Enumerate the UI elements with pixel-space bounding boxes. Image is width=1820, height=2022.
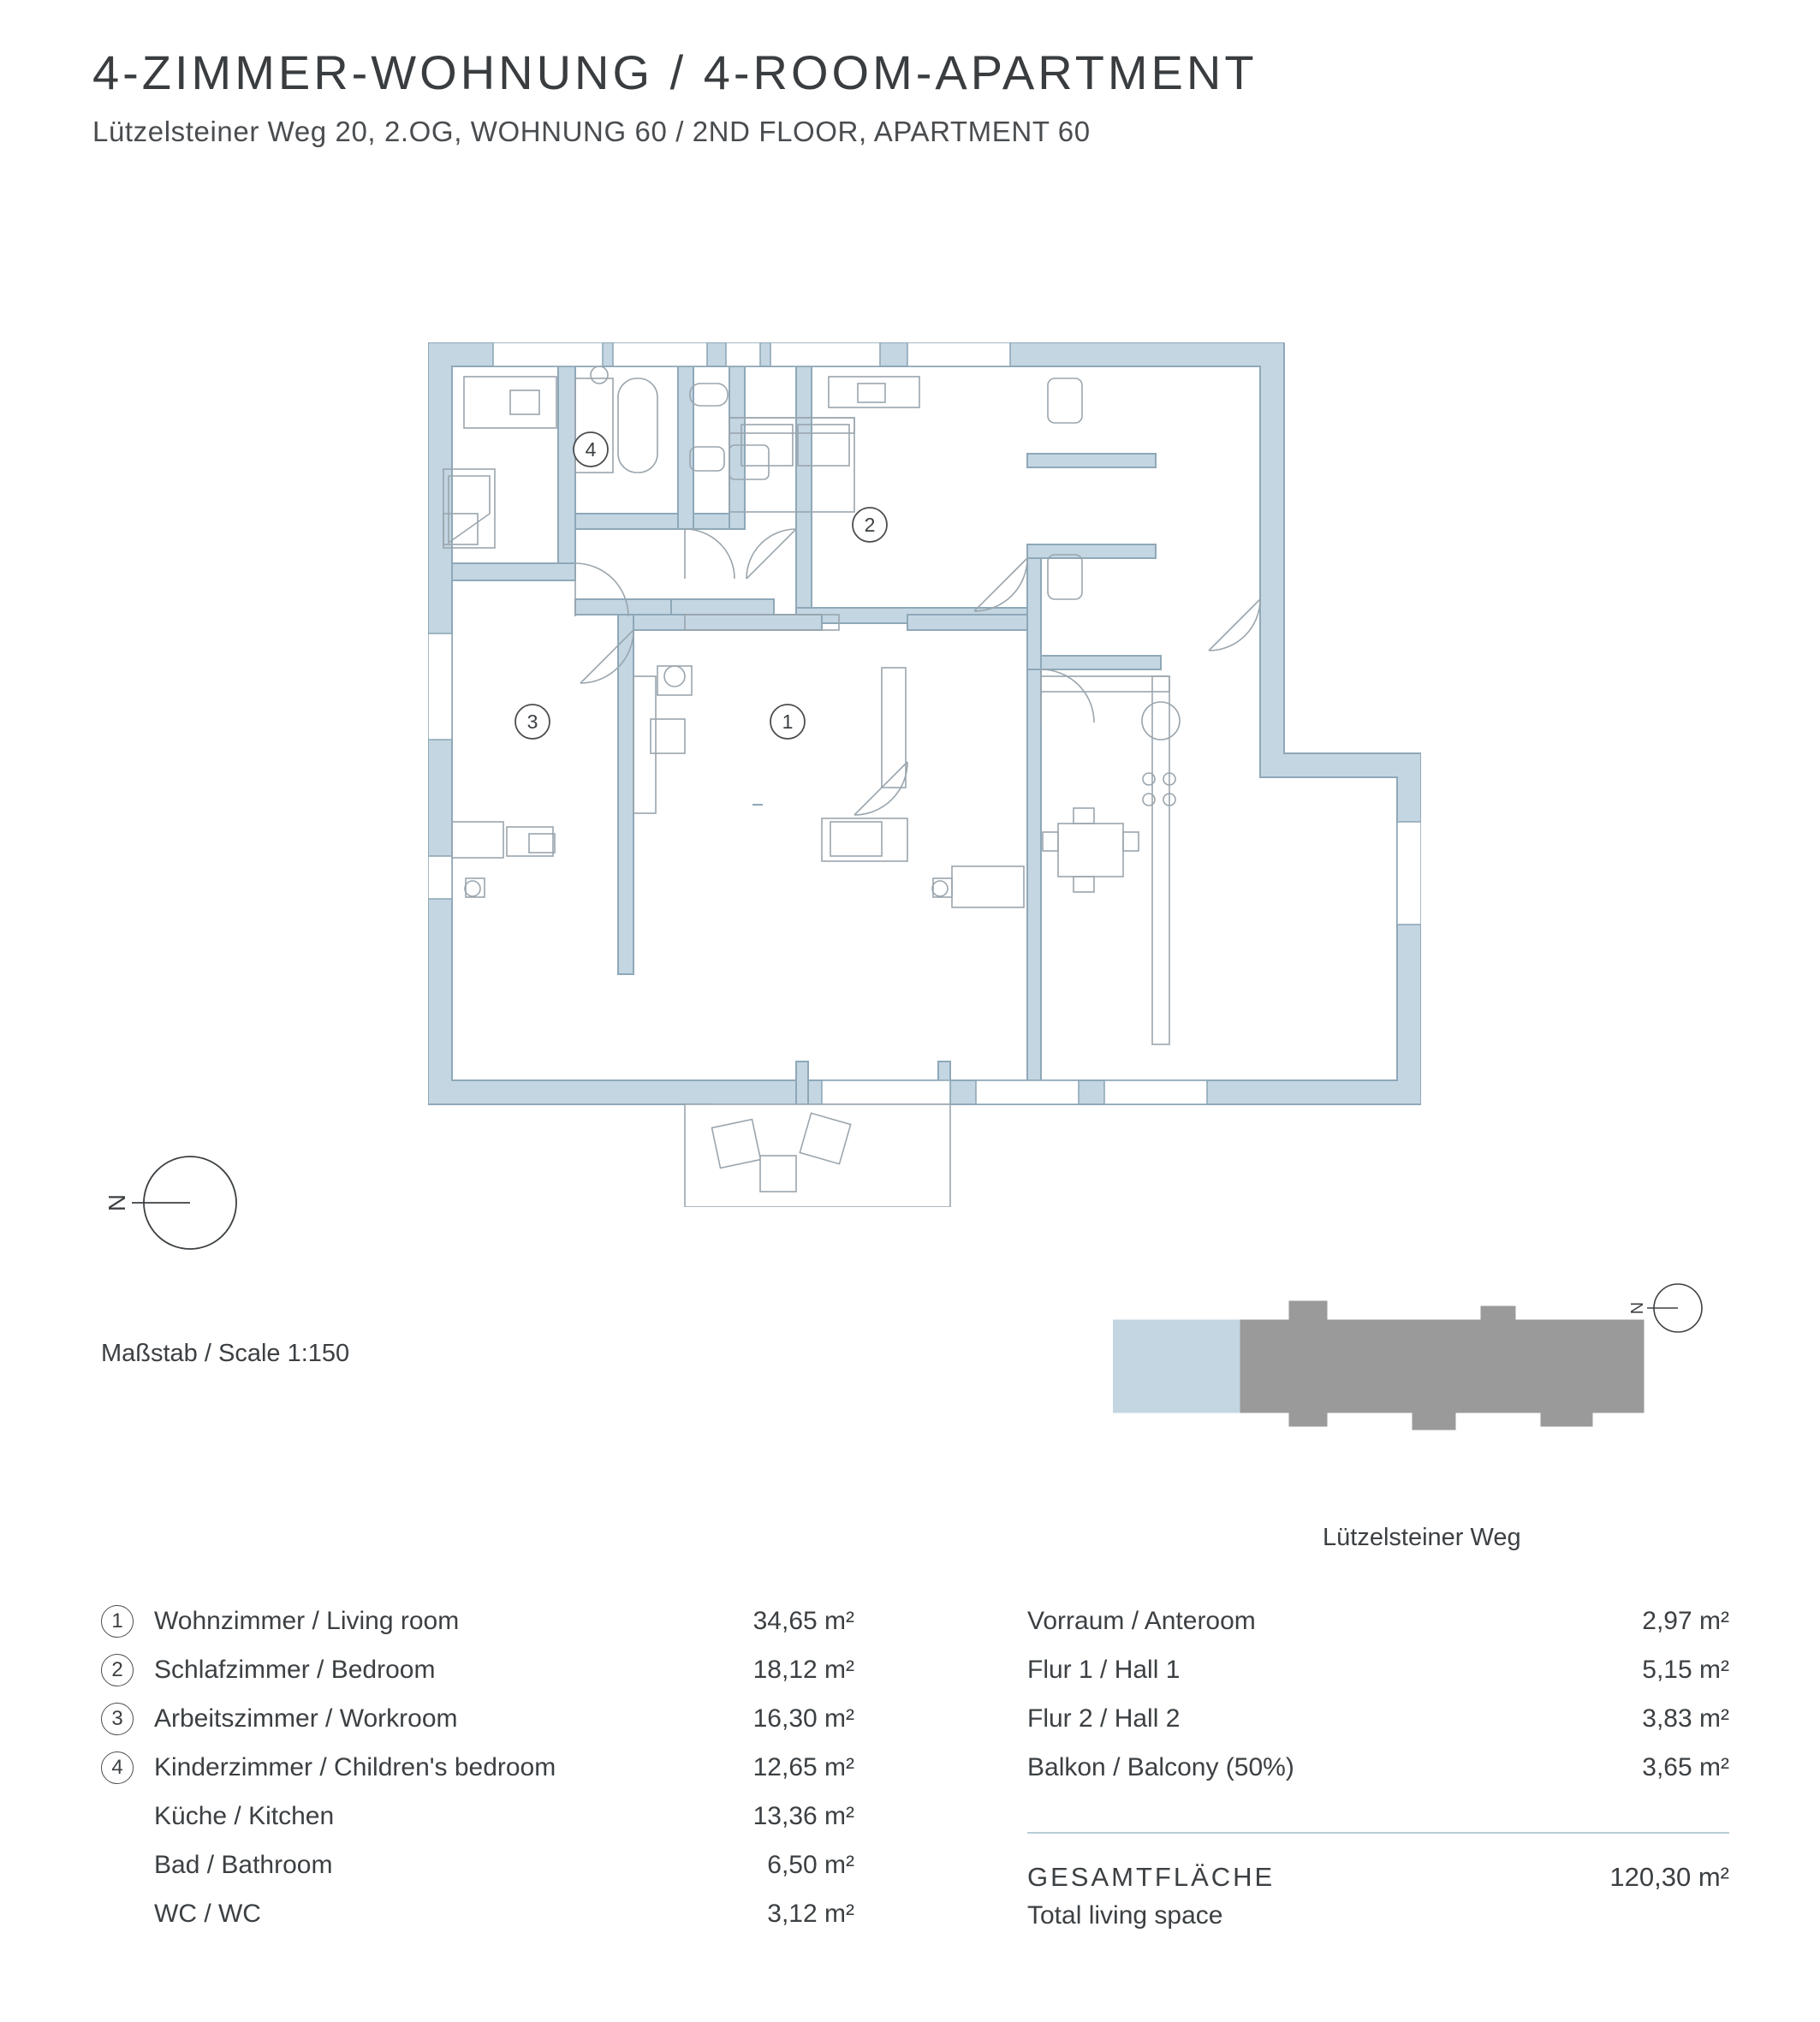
- legend-area: 2,97 m²: [1642, 1606, 1729, 1635]
- legend-label: WC / WC: [154, 1899, 261, 1928]
- legend-number: [101, 1605, 154, 1638]
- legend-area: 3,12 m²: [767, 1899, 854, 1928]
- legend-row: [101, 1645, 854, 1694]
- legend-label: Arbeitszimmer / Workroom: [154, 1704, 458, 1733]
- legend-label: Flur 1 / Hall 1: [1027, 1655, 1181, 1684]
- legend-area: 13,36 m²: [752, 1801, 854, 1830]
- legend-area: 5,15 m²: [1642, 1655, 1729, 1684]
- keymap-street-label: Lützelsteiner Weg: [1323, 1524, 1521, 1551]
- total-area-value: 120,30 m²: [1609, 1862, 1729, 1892]
- total-label-de: GESAMTFLÄCHE: [1027, 1862, 1276, 1892]
- legend-row: [1027, 1694, 1729, 1743]
- legend-row: [101, 1889, 854, 1938]
- svg-text:2: 2: [864, 514, 876, 536]
- total-divider: [1027, 1832, 1729, 1834]
- legend-row: [101, 1743, 854, 1792]
- legend-area: 6,50 m²: [767, 1850, 854, 1879]
- page-title: 4-ZIMMER-WOHNUNG / 4-ROOM-APARTMENT: [92, 45, 1258, 99]
- page-header: [92, 45, 1719, 148]
- total-label-en: Total living space: [1027, 1901, 1223, 1930]
- legend-label: Küche / Kitchen: [154, 1801, 335, 1830]
- room-marker-3: [515, 705, 550, 739]
- legend-row: [101, 1694, 854, 1743]
- legend-label: Schlafzimmer / Bedroom: [154, 1655, 436, 1684]
- svg-text:3: 3: [526, 711, 538, 733]
- room-marker-1: [770, 705, 805, 739]
- legend-number: [101, 1751, 154, 1784]
- legend-left-column: [101, 1597, 854, 1938]
- legend-number-circle: 3: [101, 1703, 134, 1735]
- compass-keymap-label: N: [1628, 1301, 1647, 1315]
- legend-row: [101, 1597, 854, 1645]
- legend-row: [1027, 1645, 1729, 1694]
- legend-row: [101, 1792, 854, 1841]
- legend-label: Flur 2 / Hall 2: [1027, 1704, 1181, 1733]
- key-map: [1113, 1267, 1763, 1558]
- compass-north-label: N: [104, 1193, 130, 1212]
- legend-row: [101, 1841, 854, 1889]
- legend-label: Kinderzimmer / Children's bedroom: [154, 1752, 556, 1781]
- total-area-block: [1027, 1862, 1729, 1930]
- legend-number: [101, 1703, 154, 1735]
- compass-main: [94, 1147, 274, 1258]
- legend-number-circle: 1: [101, 1605, 134, 1638]
- svg-text:4: 4: [585, 438, 597, 461]
- room-marker-4: [574, 432, 608, 467]
- keymap-building: [1240, 1301, 1644, 1430]
- scale-note: Maßstab / Scale 1:150: [101, 1340, 350, 1367]
- legend-area: 12,65 m²: [752, 1752, 854, 1781]
- legend-area: 3,83 m²: [1642, 1704, 1729, 1733]
- page-subtitle: Lützelsteiner Weg 20, 2.OG, WOHNUNG 60 / 2ND FLOOR, APARTMENT 60: [92, 116, 1091, 147]
- legend-label: Bad / Bathroom: [154, 1850, 333, 1879]
- room-marker-2: [853, 508, 887, 542]
- legend-row: [1027, 1743, 1729, 1792]
- legend-area: 3,65 m²: [1642, 1752, 1729, 1781]
- legend-label: Wohnzimmer / Living room: [154, 1606, 460, 1635]
- legend-right-column: [1027, 1597, 1729, 1792]
- floor-plan: [428, 342, 1421, 1207]
- legend-area: 34,65 m²: [752, 1606, 854, 1635]
- legend-number: [101, 1654, 154, 1686]
- legend-label: Vorraum / Anteroom: [1027, 1606, 1256, 1635]
- svg-text:1: 1: [782, 711, 794, 733]
- legend-number-circle: 2: [101, 1654, 134, 1686]
- legend-label: Balkon / Balcony (50%): [1027, 1752, 1294, 1781]
- legend-area: 18,12 m²: [752, 1655, 854, 1684]
- legend-row: [1027, 1597, 1729, 1645]
- plan-balcony: [685, 1104, 950, 1207]
- legend-number-circle: 4: [101, 1751, 134, 1784]
- keymap-highlight: [1113, 1320, 1240, 1412]
- legend-area: 16,30 m²: [752, 1704, 854, 1733]
